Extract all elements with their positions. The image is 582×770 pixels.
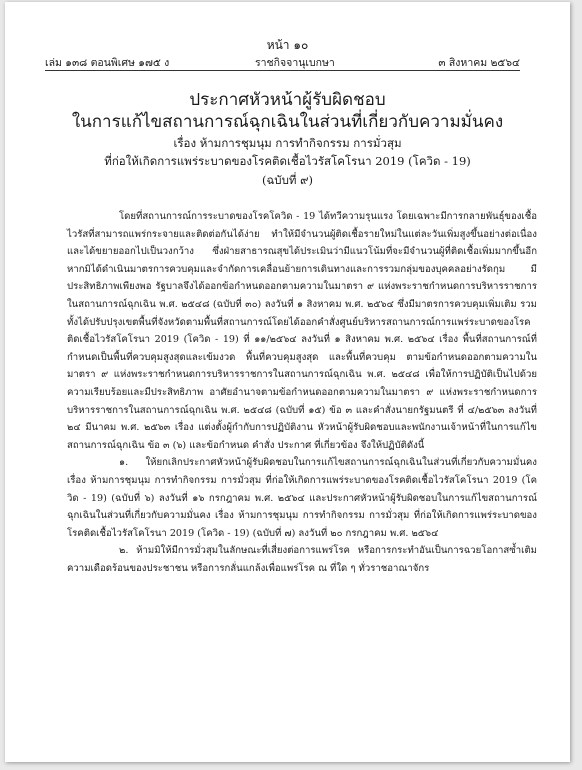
publication-name: ราชกิจจานุเบกษา (255, 57, 335, 69)
subject-line2: ที่ก่อให้เกิดการแพร่ระบาดของโรคติดเชื้อไวรัสโคโรนา 2019 (โควิด - 19) (104, 154, 471, 168)
announcement-title-line2: ในการแก้ไขสถานการณ์ฉุกเฉินในส่วนที่เกี่ยวกับความมั่นคง (71, 112, 504, 132)
page-number: หน้า ๑๐ (266, 38, 309, 52)
clause-1-paragraph: ๑. ให้ยกเลิกประกาศหัวหน้าผู้รับผิดชอบในการแก้ไขสถานการณ์ฉุกเฉินในส่วนที่เกี่ยวกับความมั่นคง เรื่อง ห้ามการชุมนุม การทำกิจกรรม การมั่วสุม ที่ก่อให้เกิดการแพร่ระบาดของโรคติดเชื้อไวรัสโคโรนา 2019 (โควิด - 19) (ฉบับที่ ๖) ลงวันที่ ๑๖ กรกฎาคม พ.ศ. ๒๕๖๔ และประกาศหัวหน้าผู้รับผิดชอบในการแก้ไขสถานการณ์ฉุกเฉินในส่วนที่เกี่ยวกับความมั่นคง เรื่อง ห้ามการชุมนุม การทำกิจกรรม การมั่วสุม ที่ก่อให้เกิดการแพร่ระบาดของโรคติดเชื้อไวรัสโคโรนา 2019 (โควิด - 19) (ฉบับที่ ๗) ลงวันที่ ๒๐ กรกฎาคม พ.ศ. ๒๕๖๔ (67, 457, 537, 539)
announcement-title-line1: ประกาศหัวหน้าผู้รับผิดชอบ (189, 90, 386, 110)
preamble-paragraph: โดยที่สถานการณ์การระบาดของโรคโควิด - 19 ได้ทวีความรุนแรง โดยเฉพาะมีการกลายพันธุ์ของเชื้อไวรัสที่สามารถแพร่กระจายและติดต่อกันได้ง่าย ทำให้มีจำนวนผู้ติดเชื้อรายใหม่ในแต่ละวันเพิ่มสูงขึ้นอย่างต่อเนื่องและได้ขยายออกไปเป็นวงกว้าง ซึ่งฝ่ายสาธารณสุขได้ประเมินว่ามีแนวโน้มที่จะมีจำนวนผู้ที่ติดเชื้อเพิ่มมากขึ้นอีก หากมิได้ดำเนินมาตรการควบคุมและจำกัดการเคลื่อนย้ายการเดินทางและการรวมกลุ่มของบุคคลอย่างรัดกุม มีประสิทธิภาพเพียงพอ รัฐบาลจึงได้ออกข้อกำหนดออกตามความในมาตรา ๙ แห่งพระราชกำหนดการบริหารราชการในสถานการณ์ฉุกเฉิน พ.ศ. ๒๕๔๘ (ฉบับที่ ๓๐) ลงวันที่ ๑ สิงหาคม พ.ศ. ๒๕๖๔ ซึ่งมีมาตรการควบคุมเพิ่มเติม รวมทั้งได้ปรับปรุงเขตพื้นที่จังหวัดตามพื้นที่สถานการณ์โดยได้ออกคำสั่งศูนย์บริหารสถานการณ์การแพร่ระบาดของโรคติดเชื้อไวรัสโคโรนา 2019 (โควิด - 19) ที่ ๑๑/๒๕๖๔ ลงวันที่ ๑ สิงหาคม พ.ศ. ๒๕๖๔ เรื่อง พื้นที่สถานการณ์ที่กำหนดเป็นพื้นที่ควบคุมสูงสุดและเข้มงวด พื้นที่ควบคุมสูงสุด และพื้นที่ควบคุม ตามข้อกำหนดออกตามความในมาตรา ๙ แห่งพระราชกำหนดการบริหารราชการในสถานการณ์ฉุกเฉิน พ.ศ. ๒๕๔๘ เพื่อให้การปฏิบัติเป็นไปด้วยความเรียบร้อยและมีประสิทธิภาพ อาศัยอำนาจตามข้อกำหนดออกตามความในมาตรา ๙ แห่งพระราชกำหนดการบริหารราชการในสถานการณ์ฉุกเฉิน พ.ศ. ๒๕๔๘ (ฉบับที่ ๑๕) ข้อ ๓ และคำสั่งนายกรัฐมนตรี ที่ ๔/๒๕๖๓ ลงวันที่ ๒๔ มีนาคม พ.ศ. ๒๕๖๓ เรื่อง แต่งตั้งผู้กำกับการปฏิบัติงาน หัวหน้าผู้รับผิดชอบและพนักงานเจ้าหน้าที่ในการแก้ไขสถานการณ์ฉุกเฉิน ข้อ ๓ (๖) และข้อกำหนด คำสั่ง ประกาศ ที่เกี่ยวข้อง จึงให้ปฏิบัติดังนี้ (67, 211, 537, 451)
edition-number: (ฉบับที่ ๙) (261, 173, 314, 187)
volume-section: เล่ม ๑๓๘ ตอนพิเศษ ๑๗๕ ง (45, 57, 170, 69)
publication-date: ๓ สิงหาคม ๒๕๖๔ (438, 57, 520, 69)
gazette-page (5, 2, 570, 762)
subject-line1: เรื่อง ห้ามการชุมนุม การทำกิจกรรม การมั่วสุม (173, 136, 402, 150)
document-body (67, 208, 537, 577)
gazette-header (45, 52, 520, 71)
clause-2-paragraph: ๒. ห้ามมิให้มีการมั่วสุมในลักษณะที่เสี่ยงต่อการแพร่โรค หรือการกระทำอันเป็นการฉวยโอกาสซ้ำเติมความเดือดร้อนของประชาชน หรือการกลั่นแกล้งเพื่อแพร่โรค ณ ที่ใด ๆ ทั่วราชอาณาจักร (67, 545, 537, 574)
